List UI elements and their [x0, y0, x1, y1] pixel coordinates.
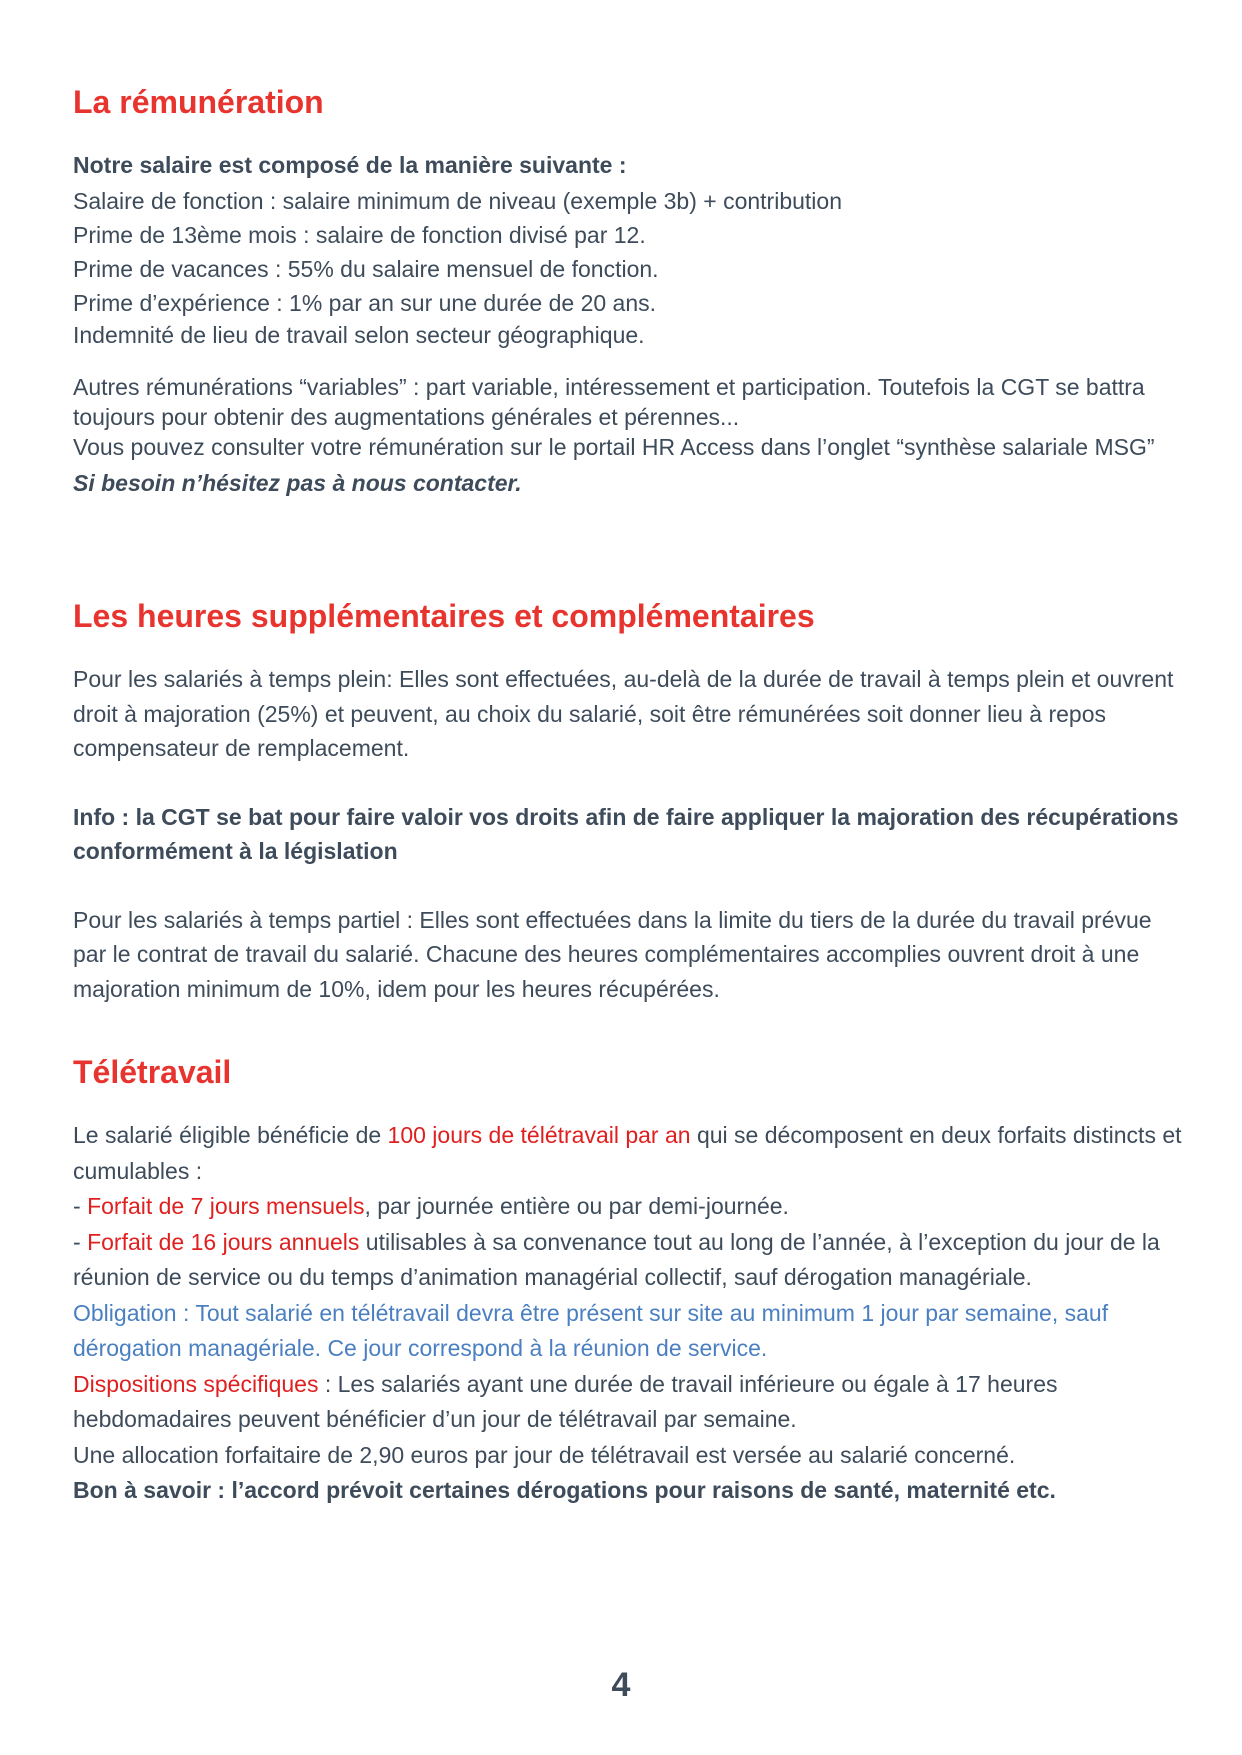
- dispositions-label: Dispositions spécifiques: [73, 1370, 319, 1397]
- remuneration-item: Prime de 13ème mois : salaire de fonction divisé par 12.: [73, 222, 646, 248]
- section-title-remuneration: La rémunération: [73, 84, 324, 120]
- teletravail-dispositions: [73, 1367, 1183, 1438]
- teletravail-eligible: [73, 1118, 1183, 1189]
- teletravail-bon-a-savoir: Bon à savoir : l’accord prévoit certaines dérogations pour raisons de santé, maternité etc.: [73, 1477, 1056, 1503]
- teletravail-forfait-mensuel: [73, 1189, 1183, 1225]
- teletravail-forfait-annuel: [73, 1225, 1183, 1296]
- forfait-dash: -: [73, 1193, 88, 1219]
- remuneration-item: Indemnité de lieu de travail selon secteur géographique.: [73, 322, 645, 348]
- section-title-teletravail: Télétravail: [73, 1054, 232, 1090]
- forfait-mensuel-highlight: Forfait de 7 jours mensuels: [87, 1193, 365, 1219]
- section-title-heures: Les heures supplémentaires et complémentaires: [73, 598, 815, 634]
- teletravail-eligible-before: Le salarié éligible bénéficie de: [73, 1122, 388, 1148]
- forfait-annuel-highlight: Forfait de 16 jours annuels: [87, 1228, 360, 1255]
- teletravail-eligible-after: qui se décomposent en deux forfaits distincts et cumulables :: [73, 1122, 1182, 1184]
- forfait-annuel-rest: utilisables à sa convenance tout au long de l’année, à l’exception du jour de la réunion de service ou du temps d’animation managérial collectif, sauf dérogation managériale.: [73, 1228, 1160, 1290]
- remuneration-item: Salaire de fonction : salaire minimum de niveau (exemple 3b) + contribution: [73, 188, 842, 214]
- dispositions-rest: : Les salariés ayant une durée de travail inférieure ou égale à 17 heures hebdomadaires peuvent bénéficier d’un jour de télétravail par semaine.: [73, 1370, 1058, 1432]
- page-content: [73, 78, 1183, 1509]
- heures-full-time: Pour les salariés à temps plein: Elles sont effectuées, au-delà de la durée de travail à temps plein et ouvrent droit à majoration (25%) et peuvent, au choix du salarié, soit être rémunérées soit donner lieu à repos compensateur de remplacement.: [73, 666, 1174, 761]
- heures-part-time: Pour les salariés à temps partiel : Elles sont effectuées dans la limite du tiers de la durée du travail prévue par le contrat de travail du salarié. Chacune des heures complémentaires accomplies ouvrent droit à une majoration minimum de 10%, idem pour les heures récupérées.: [73, 906, 1152, 1002]
- remuneration-item: Prime d’expérience : 1% par an sur une durée de 20 ans.: [73, 290, 657, 316]
- remuneration-intro: Notre salaire est composé de la manière suivante :: [73, 152, 627, 178]
- remuneration-variable: Autres rémunérations “variables” : part variable, intéressement et participation. Toutefois la CGT se battra toujours pour obtenir des augmentations générales et pérennes...: [73, 374, 1145, 430]
- forfait-mensuel-rest: , par journée entière ou par demi-journée.: [364, 1193, 789, 1219]
- remuneration-item: Prime de vacances : 55% du salaire mensuel de fonction.: [73, 256, 659, 282]
- teletravail-allocation: Une allocation forfaitaire de 2,90 euros par jour de télétravail est versée au salarié concerné.: [73, 1441, 1016, 1468]
- remuneration-consult: Vous pouvez consulter votre rémunération sur le portail HR Access dans l’onglet “synthèse salariale MSG”: [73, 434, 1155, 460]
- heures-info: Info : la CGT se bat pour faire valoir vos droits afin de faire appliquer la majoration des récupérations conformément à la législation: [73, 803, 1179, 864]
- teletravail-eligible-highlight: 100 jours de télétravail par an: [387, 1122, 691, 1148]
- forfait-dash: -: [73, 1228, 88, 1255]
- teletravail-obligation: Obligation : Tout salarié en télétravail devra être présent sur site au minimum 1 jour par semaine, sauf dérogation managériale. Ce jour correspond à la réunion de service.: [73, 1299, 1109, 1361]
- page-number: 4: [611, 1666, 631, 1704]
- remuneration-contact: Si besoin n’hésitez pas à nous contacter.: [73, 470, 522, 496]
